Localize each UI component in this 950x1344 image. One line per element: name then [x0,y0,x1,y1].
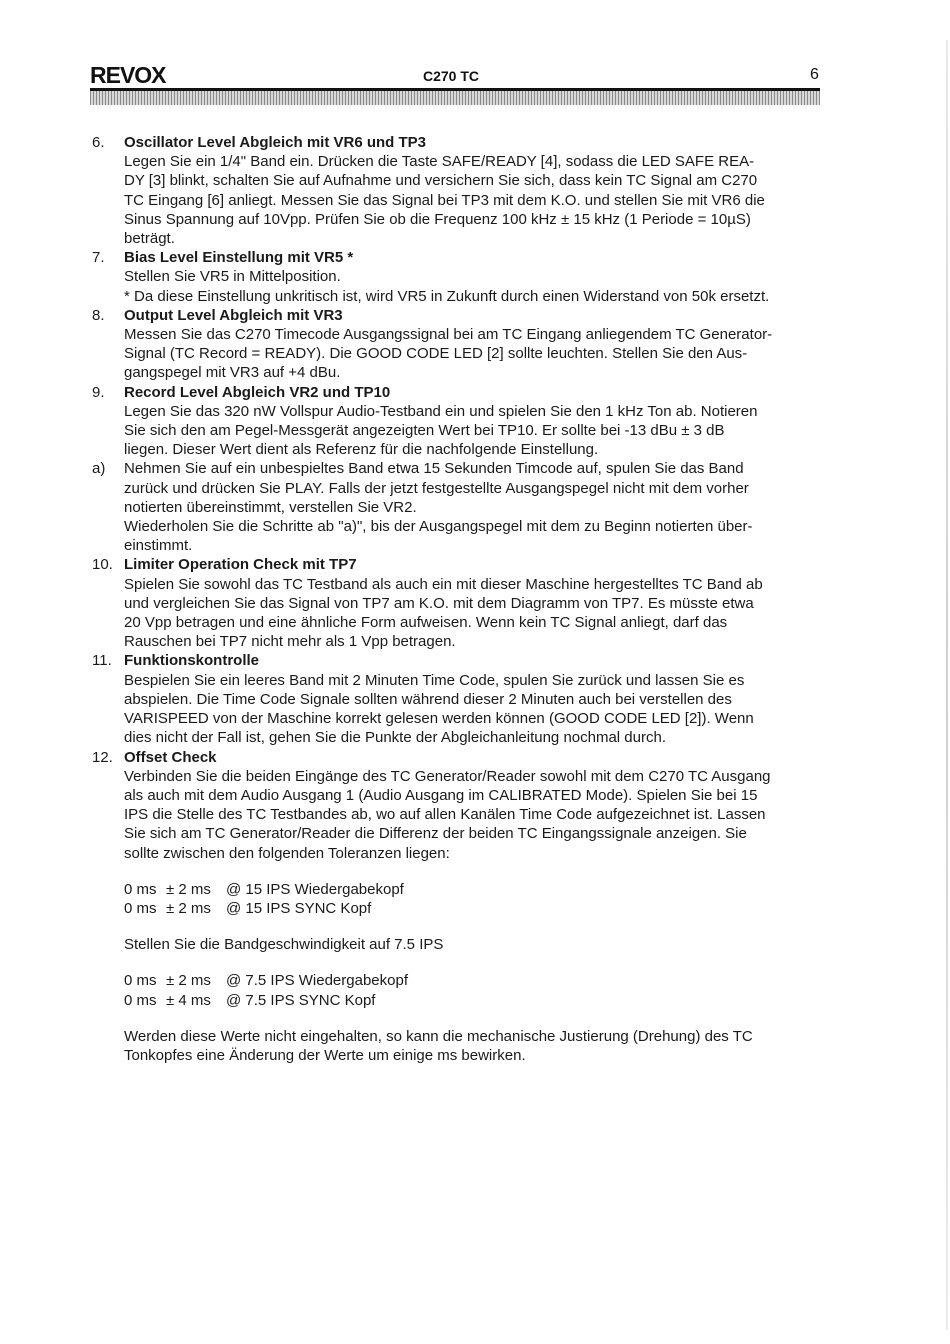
tolerance-range: ± 2 ms [166,972,211,990]
spacer [92,863,824,880]
item-number: 10. [92,556,113,574]
text-line: Legen Sie das 320 nW Vollspur Audio-Testband ein und spielen Sie den 1 kHz Ton ab. Notieren [124,402,758,420]
text-line: Stellen Sie VR5 in Mittelposition. [124,268,341,286]
item-number: 12. [92,748,113,766]
text-line: liegen. Dieser Wert dient als Referenz für die nachfolgende Einstellung. [124,441,599,459]
text-line: Bespielen Sie ein leeres Band mit 2 Minuten Time Code, spulen Sie zurück und lassen Sie es [124,671,745,689]
text-line: Tonkopfes eine Änderung der Werte um einige ms bewirken. [124,1046,526,1064]
tolerance-range: ± 2 ms [166,880,211,898]
text-line: IPS die Stelle des TC Testbandes ab, wo auf allen Kanälen Time Code aufgezeichnet ist. Lassen [124,806,766,824]
text-line: Messen Sie das C270 Timecode Ausgangssignal bei am TC Eingang anliegendem TC Generator- [124,326,773,344]
text-line: sollte zwischen den folgenden Toleranzen liegen: [124,844,450,862]
text-line: Sie sich am TC Generator/Reader die Differenz der beiden TC Eingangssignale anzeigen. Sie [124,825,747,843]
text-line: beträgt. [124,230,175,248]
text-line: Legen Sie ein 1/4" Band ein. Drücken die Taste SAFE/READY [4], sodass die LED SAFE REA- [124,153,755,171]
document-body [92,133,824,1065]
page-number: 6 [810,66,819,83]
item-heading: Funktionskontrolle [124,652,259,670]
tolerance-range: ± 2 ms [166,899,211,917]
item-heading: Oscillator Level Abgleich mit VR6 und TP3 [124,134,427,151]
tolerance-condition: @ 7.5 IPS SYNC Kopf [226,991,376,1009]
text-line: abspielen. Die Time Code Signale sollten während dieser 2 Minuten auch bei verstellen des [124,690,732,708]
text-line: Wiederholen Sie die Schritte ab "a)", bis der Ausgangspegel mit dem zu Beginn notierten über- [124,518,753,536]
document-title: C270 TC [423,68,480,84]
spacer [92,1010,824,1027]
list-item [92,306,824,383]
tolerance-condition: @ 15 IPS SYNC Kopf [226,899,372,917]
item-heading: Offset Check [124,748,217,766]
text-line: als auch mit dem Audio Ausgang 1 (Audio Ausgang im CALIBRATED Mode). Spielen Sie bei 15 [124,786,758,804]
item-heading: Limiter Operation Check mit TP7 [124,556,357,574]
item-number: a) [92,460,106,478]
scan-edge [946,40,948,1330]
text-line: Spielen Sie sowohl das TC Testband als auch ein mit dieser Maschine hergestelltes TC Band ab [124,575,763,593]
list-item [92,748,824,863]
text-line: und vergleichen Sie das Signal von TP7 am K.O. mit dem Diagramm von TP7. Es müsste etwa [124,594,754,612]
header-rule-line [90,88,820,91]
tolerance-value: 0 ms [124,991,157,1009]
text-line: zurück und drücken Sie PLAY. Falls der jetzt festgestellte Ausgangspegel nicht mit dem vorher [124,479,749,497]
spacer [92,918,824,935]
text-line: Werden diese Werte nicht eingehalten, so kann die mechanische Justierung (Drehung) des TC [124,1027,753,1045]
text-line: * Da diese Einstellung unkritisch ist, wird VR5 in Zukunft durch einen Widerstand von 50k ersetzt. [124,287,770,305]
tolerance-row [92,880,824,899]
text-line: gangspegel mit VR3 auf +4 dBu. [124,364,341,382]
text-line: dies nicht der Fall ist, gehen Sie die Punkte der Abgleichanleitung nochmal durch. [124,729,666,747]
item-number: 7. [92,249,105,267]
tolerance-range: ± 4 ms [166,991,211,1009]
text-line: Signal (TC Record = READY). Die GOOD CODE LED [2] sollte leuchten. Stellen Sie den Aus- [124,345,748,363]
list-item [92,383,824,460]
text-line: notierten übereinstimmt, verstellen Sie VR2. [124,498,417,516]
item-heading: Bias Level Einstellung mit VR5 * [124,249,354,267]
tolerance-value: 0 ms [124,880,157,898]
item-number: 6. [92,134,105,151]
text-line: VARISPEED von der Maschine korrekt gelesen werden können (GOOD CODE LED [2]). Wenn [124,710,754,728]
text-line: Sinus Spannung auf 10Vpp. Prüfen Sie ob die Frequenz 100 kHz ± 15 kHz (1 Periode = 10µS) [124,210,751,228]
tolerance-condition: @ 7.5 IPS Wiedergabekopf [226,972,408,990]
item-number: 8. [92,306,105,324]
text-line: Sie sich den am Pegel-Messgerät angezeigten Wert bei TP10. Er sollte bei -13 dBu ± 3 dB [124,422,725,440]
text-line: 20 Vpp betragen und eine ähnliche Form aufweisen. Wenn kein TC Signal anliegt, darf das [124,614,728,632]
list-item [92,555,824,651]
text-line: TC Eingang [6] anliegt. Messen Sie das Signal bei TP3 mit dem K.O. und stellen Sie mit VR6 die [124,191,765,209]
text-line: Nehmen Sie auf ein unbespieltes Band etwa 15 Sekunden Timcode auf, spulen Sie das Band [124,460,744,478]
list-item [92,651,824,747]
list-item [92,459,824,555]
tolerance-row [92,899,824,918]
item-number: 9. [92,383,105,401]
spacer [92,954,824,971]
tolerance-condition: @ 15 IPS Wiedergabekopf [226,880,404,898]
tolerance-value: 0 ms [124,972,157,990]
text-line: Rauschen bei TP7 nicht mehr als 1 Vpp betragen. [124,633,456,651]
text-line: einstimmt. [124,537,193,555]
list-item [92,133,824,248]
item-heading: Record Level Abgleich VR2 und TP10 [124,383,391,401]
text-line: Verbinden Sie die beiden Eingänge des TC Generator/Reader sowohl mit dem C270 TC Ausgang [124,767,771,785]
tolerance-value: 0 ms [124,899,157,917]
tolerance-row [92,971,824,990]
speed-note: Stellen Sie die Bandgeschwindigkeit auf 7.5 IPS [124,936,444,954]
item-heading: Output Level Abgleich mit VR3 [124,306,343,324]
item-number: 11. [92,652,112,670]
list-item [92,248,824,306]
tolerance-row [92,991,824,1010]
revox-logo: REVOX [90,62,166,88]
text-line: DY [3] blinkt, schalten Sie auf Aufnahme und versichern Sie sich, dass kein TC Signal am C270 [124,172,758,190]
